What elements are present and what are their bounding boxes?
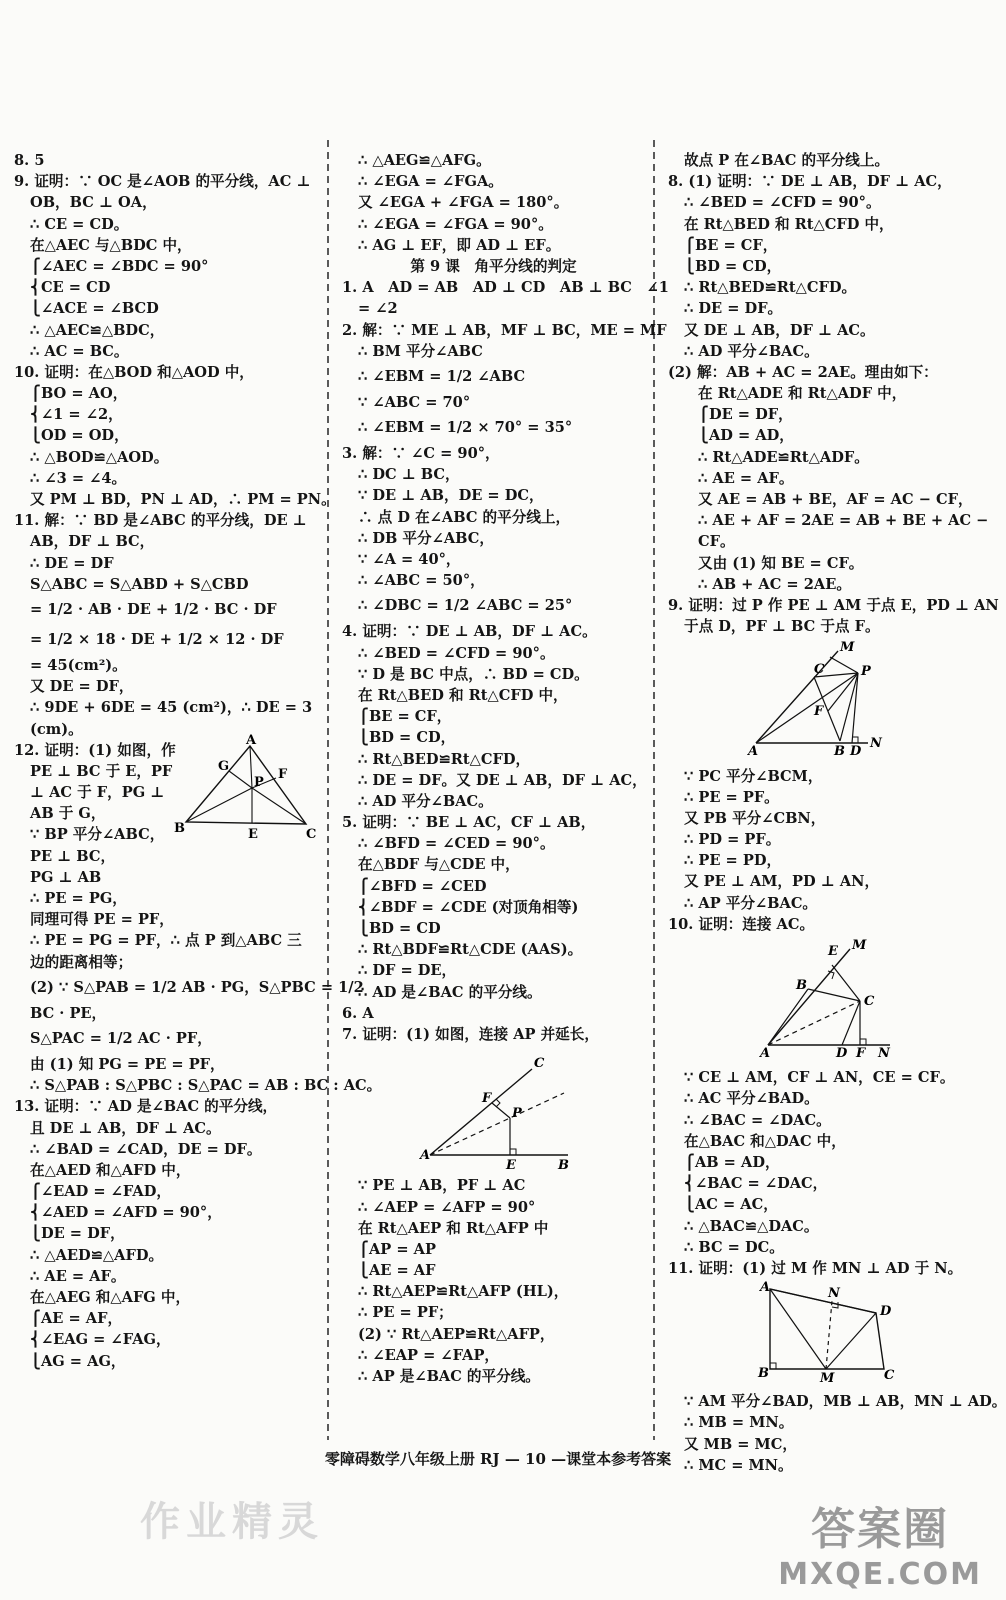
answer-line: PE ⊥ BC 于 E，PF xyxy=(30,762,173,780)
answer-line: ⎩∠ACE = ∠BCD xyxy=(30,300,159,318)
fig12-label-G: G xyxy=(218,758,230,774)
answer-line: S△ABC = S△ABD + S△CBD xyxy=(30,575,249,593)
answer-line: ⎧DE = DF， xyxy=(698,406,793,424)
answer-line: ∴ Rt△BED≌Rt△CFD， xyxy=(358,750,531,768)
answer-line: 1. A AD = AB AD ⊥ CD AB ⊥ BC ∠1 xyxy=(342,279,669,297)
figure-9 xyxy=(668,639,978,760)
answer-line: PE ⊥ BC， xyxy=(30,847,116,865)
fig12-label-A: A xyxy=(246,732,257,748)
col2-lines-a xyxy=(342,150,645,256)
fig11-label-B: B xyxy=(758,1366,769,1382)
answer-line: ⎨∠BAC = ∠DAC， xyxy=(684,1175,828,1193)
answer-line: 12. 证明：(1) 如图，作 xyxy=(14,741,176,759)
answer-line: ⎩DE = DF， xyxy=(30,1225,125,1243)
answer-line: ∴ DE = DF。 xyxy=(684,300,783,318)
col3-lines-a xyxy=(668,150,999,637)
answer-line: ∵ D 是 BC 中点，∴ BD = CD。 xyxy=(358,665,589,683)
figure-7 xyxy=(342,1047,642,1174)
answer-line: 11. 解：∵ BD 是∠ABC 的平分线，DE ⊥ xyxy=(14,512,307,530)
answer-line: ∵ CE ⊥ AM，CF ⊥ AN，CE = CF。 xyxy=(684,1069,955,1087)
answer-line: 在 Rt△BED 和 Rt△CFD 中， xyxy=(358,686,568,704)
fig7-label-P: P xyxy=(512,1106,522,1122)
answer-line: ∴ CE = CD。 xyxy=(30,215,129,233)
col3-lines-b xyxy=(668,766,984,936)
fig9-label-F: F xyxy=(814,704,824,720)
fig9-label-N: N xyxy=(870,736,882,752)
answer-line: ∴ AG ⊥ EF，即 AD ⊥ EF。 xyxy=(358,236,561,254)
answer-line: (2) ∵ Rt△AEP≌Rt△AFP， xyxy=(358,1325,555,1343)
answer-line: ∴ AD 是∠BAC 的平分线。 xyxy=(358,983,542,1001)
answer-line: ∵ ∠ABC = 70° xyxy=(358,393,471,411)
answer-line: 在 Rt△ADE 和 Rt△ADF 中， xyxy=(698,385,907,403)
answer-line: 又 PB 平分∠CBN， xyxy=(684,809,826,827)
answer-line: ⎩AE = AF xyxy=(358,1262,436,1280)
fig10-label-F: F xyxy=(856,1046,866,1062)
answer-line: ∴ DC ⊥ BC， xyxy=(358,466,460,484)
answer-line: 由 (1) 知 PG = PE = PF， xyxy=(30,1055,225,1073)
answer-line: ⊥ AC 于 F，PG ⊥ xyxy=(30,784,165,802)
page-footer: 零障碍数学八年级上册 RJ — 10 —课堂本参考答案 xyxy=(324,1450,672,1468)
fig9-label-C: C xyxy=(814,662,825,678)
answer-line: ∵ DE ⊥ AB，DE = DC， xyxy=(358,487,544,505)
answer-line: ∴ ∠ABC = 50°， xyxy=(358,572,485,590)
fig10-label-E: E xyxy=(828,944,838,960)
answer-line: ⎨∠BDF = ∠CDE (对顶角相等) xyxy=(358,898,579,916)
answer-line: ∴ MB = MN。 xyxy=(684,1414,794,1432)
fig12-label-E: E xyxy=(248,826,258,842)
answer-line: ∴ Rt△BED≌Rt△CFD。 xyxy=(684,279,857,297)
answer-line: ∴ ∠AEP = ∠AFP = 90° xyxy=(358,1198,536,1216)
answer-line: ∴ AC 平分∠BAD。 xyxy=(684,1090,819,1108)
fig9-label-D: D xyxy=(850,744,862,760)
column-3 xyxy=(668,150,1006,1476)
answer-line: ⎧∠AEC = ∠BDC = 90° xyxy=(30,257,209,275)
fig7-label-F: F xyxy=(482,1091,492,1107)
answer-line: ⎨CE = CD xyxy=(30,279,111,297)
answer-line: ⎧AB = AD， xyxy=(684,1153,780,1171)
col3-lines-c xyxy=(668,1067,984,1279)
answer-line: 又 PM ⊥ BD，PN ⊥ AD，∴ PM = PN。 xyxy=(30,491,336,508)
answer-line: ∴ AB + AC = 2AE。 xyxy=(698,575,851,593)
watermark-right-bottom: MXQE.COM xyxy=(778,1557,982,1592)
answer-line: S△PAC = 1/2 AC · PF， xyxy=(30,1029,212,1047)
answer-line: ∴ BM 平分∠ABC xyxy=(358,342,483,360)
answer-line: 又 DE = DF， xyxy=(30,678,134,696)
answer-line: 又 ∠EGA + ∠FGA = 180°。 xyxy=(358,194,569,212)
answer-line: ∴ ∠EGA = ∠FGA = 90°。 xyxy=(358,215,553,233)
answer-line: 在 Rt△BED 和 Rt△CFD 中， xyxy=(684,215,894,233)
fig7-label-A: A xyxy=(420,1148,431,1164)
answer-line: ∴ AC = BC。 xyxy=(30,342,129,360)
watermark-right xyxy=(778,1493,982,1592)
answer-line: ∴ ∠EGA = ∠FGA。 xyxy=(358,173,503,191)
fig10-label-N: N xyxy=(878,1046,890,1062)
answer-line: ⎩AG = AG， xyxy=(30,1352,126,1370)
fig7-label-C: C xyxy=(534,1056,545,1072)
column-separator-1 xyxy=(326,140,330,1440)
answer-line: ∴ ∠BFD = ∠CED = 90°。 xyxy=(358,835,555,853)
answer-line: ∴ PE = PD， xyxy=(684,852,782,870)
answer-line: ∴ ∠EBM = 1/2 × 70° = 35° xyxy=(358,419,573,437)
answer-line: ⎧BO = AO， xyxy=(30,385,128,403)
answer-line: 于点 D，PF ⊥ BC 于点 F。 xyxy=(684,618,880,636)
answer-line: 又由 (1) 知 BE = CF。 xyxy=(698,554,864,572)
answer-line: 在△BDF 与△CDE 中， xyxy=(358,856,520,874)
answer-line: ∴ ∠EAP = ∠FAP， xyxy=(358,1346,500,1364)
answer-line: ∴ PE = PF； xyxy=(358,1304,453,1322)
fig11-label-C: C xyxy=(884,1368,895,1384)
answer-line: ⎨∠EAG = ∠FAG， xyxy=(30,1331,171,1349)
answer-line: (2) ∵ S△PAB = 1/2 AB · PG，S△PBC = 1/2 xyxy=(30,978,364,996)
fig10-label-M: M xyxy=(852,938,867,954)
answer-line: ∴ AP 是∠BAC 的平分线。 xyxy=(358,1368,540,1386)
answer-line: 5. 证明：∵ BE ⊥ AC，CF ⊥ AB， xyxy=(342,814,596,832)
answer-line: 且 DE ⊥ AB，DF ⊥ AC。 xyxy=(30,1119,221,1137)
fig9-label-B: B xyxy=(834,744,845,760)
answer-line: = 45(cm²)。 xyxy=(30,656,127,674)
col1-lines-a xyxy=(14,150,336,740)
section-title: 第 9 课 角平分线的判定 xyxy=(410,257,577,275)
answer-line: (2) 解：AB + AC = 2AE。理由如下： xyxy=(668,363,938,381)
answer-line: = ∠2 xyxy=(358,300,398,318)
answer-line: ⎩BD = CD xyxy=(358,920,441,937)
fig11-label-M: M xyxy=(820,1371,835,1387)
watermark-left: 作业精灵 xyxy=(140,1498,324,1545)
answer-line: ∴ AE = AF。 xyxy=(698,469,794,487)
answer-line: ∴ ∠BAD = ∠CAD，DE = DF。 xyxy=(30,1140,262,1158)
answer-line: ∴ △BAC≌△DAC。 xyxy=(684,1217,819,1235)
answer-line: 在 Rt△AEP 和 Rt△AFP 中 xyxy=(358,1219,549,1237)
answer-line: BC · PE， xyxy=(30,1004,107,1022)
answer-line: 10. 证明：连接 AC。 xyxy=(668,915,815,933)
answer-line: ∴ ∠EBM = 1/2 ∠ABC xyxy=(358,367,526,385)
answer-line: ∴ AE = AF。 xyxy=(30,1267,126,1285)
answer-line: ⎩AC = AC， xyxy=(684,1196,778,1214)
answer-line: ∴ △AED≌△AFD。 xyxy=(30,1246,164,1264)
answer-line: ∴ ∠3 = ∠4。 xyxy=(30,469,127,487)
answer-line: ∴ PE = PG， xyxy=(30,890,127,907)
answer-line: = 1/2 · AB · DE + 1/2 · BC · DF xyxy=(30,600,277,618)
answer-line: 9. 证明：∵ OC 是∠AOB 的平分线，AC ⊥ xyxy=(14,173,311,191)
answer-line: (cm)。 xyxy=(30,720,83,738)
answer-line: ∴ MC = MN。 xyxy=(684,1456,793,1474)
answer-line: ∴ DF = DE， xyxy=(358,962,457,980)
fig10-label-B: B xyxy=(796,978,807,994)
fig9-label-A: A xyxy=(748,744,759,760)
answer-line: ∴ △AEG≌△AFG。 xyxy=(358,152,491,169)
fig11-label-D: D xyxy=(880,1304,892,1320)
answer-line: ∴ AE + AF = 2AE = AB + BE + AC − xyxy=(698,512,989,530)
answer-line: 8. (1) 证明：∵ DE ⊥ AB，DF ⊥ AC， xyxy=(668,173,952,191)
fig10-label-D: D xyxy=(836,1046,848,1062)
answer-line: 在△AEC 与△BDC 中， xyxy=(30,236,192,254)
fig9-label-M: M xyxy=(840,640,855,656)
figure-12 xyxy=(174,732,317,842)
answer-line: ∴ DE = DF xyxy=(30,554,114,572)
answer-line: ∴ DB 平分∠ABC， xyxy=(358,529,494,547)
answer-line: ∴ Rt△BDF≌Rt△CDE (AAS)。 xyxy=(358,941,583,959)
fig10-label-C: C xyxy=(864,994,875,1010)
answer-line: 8. 5 xyxy=(14,152,45,169)
answer-line: ∴ △AEC≌△BDC， xyxy=(30,321,165,339)
answer-line: ⎩OD = OD， xyxy=(30,427,129,445)
column-2 xyxy=(342,150,669,1387)
answer-line: ⎩BD = CD， xyxy=(684,257,782,275)
answer-line: 边的距离相等； xyxy=(30,953,133,971)
answer-line: OB，BC ⊥ OA， xyxy=(30,194,157,212)
answer-line: ∴ DE = DF。又 DE ⊥ AB，DF ⊥ AC， xyxy=(358,771,647,789)
answer-line: 又 PE ⊥ AM，PD ⊥ AN， xyxy=(684,873,880,891)
answer-line: 在△AEG 和△AFG 中， xyxy=(30,1289,191,1306)
answer-line: ∴ Rt△AEP≌Rt△AFP (HL)， xyxy=(358,1283,569,1301)
answer-line: ⎧BE = CF， xyxy=(684,236,778,254)
answer-line: ⎧BE = CF， xyxy=(358,708,452,726)
answer-line: 9. 证明：过 P 作 PE ⊥ AM 于点 E，PD ⊥ AN xyxy=(668,596,999,614)
answer-line: 在△BAC 和△DAC 中， xyxy=(684,1132,846,1150)
fig11-label-A: A xyxy=(760,1280,771,1296)
answer-line: ⎧AE = AF， xyxy=(30,1310,123,1328)
answer-line: ∴ △BOD≌△AOD。 xyxy=(30,448,169,466)
answer-line: ⎩AD = AD， xyxy=(698,427,794,445)
answer-line: 7. 证明：(1) 如图，连接 AP 并延长， xyxy=(342,1025,599,1043)
answer-line: = 1/2 × 18 · DE + 1/2 × 12 · DF xyxy=(30,630,284,648)
answer-line: AB 于 G， xyxy=(30,805,106,823)
fig11-label-N: N xyxy=(828,1286,840,1302)
answer-line: ⎧AP = AP xyxy=(358,1240,436,1258)
answer-line: 同理可得 PE = PF， xyxy=(30,911,174,929)
fig12-label-F: F xyxy=(278,766,288,782)
answer-line: CF。 xyxy=(698,533,735,551)
answer-line: 3. 解：∵ ∠C = 90°， xyxy=(342,445,500,463)
answer-line: 又 AE = AB + BE，AF = AC − CF， xyxy=(698,491,973,508)
figure-10 xyxy=(668,937,978,1062)
answer-line: 11. 证明：(1) 过 M 作 MN ⊥ AD 于 N。 xyxy=(668,1259,963,1277)
answer-line: 13. 证明：∵ AD 是∠BAC 的平分线， xyxy=(14,1098,278,1116)
answer-line: ∵ PE ⊥ AB，PF ⊥ AC xyxy=(358,1177,526,1195)
fig12-label-P: P xyxy=(254,774,264,790)
answer-line: 6. A xyxy=(342,1004,374,1022)
answer-line: ∴ AD 平分∠BAC。 xyxy=(358,792,493,810)
fig12-label-B: B xyxy=(174,820,185,836)
answer-line: ⎨∠AED = ∠AFD = 90°， xyxy=(30,1204,222,1222)
watermark-right-top: 答案圈 xyxy=(811,1504,950,1555)
answer-line: ∴ ∠BAC = ∠DAC。 xyxy=(684,1111,831,1129)
answer-line: ∴ Rt△ADE≌Rt△ADF。 xyxy=(698,448,869,466)
answer-line: ∵ PC 平分∠BCM， xyxy=(684,767,823,785)
answer-line: ⎧∠EAD = ∠FAD， xyxy=(30,1183,171,1201)
answer-line: ⎩BD = CD， xyxy=(358,729,456,747)
col2-lines-b xyxy=(342,277,669,1045)
answer-line: ∵ ∠A = 40°， xyxy=(358,551,461,568)
answer-line: PG ⊥ AB xyxy=(30,868,102,886)
fig12-label-C: C xyxy=(306,826,317,842)
fig7-label-E: E xyxy=(506,1158,516,1174)
answer-line: 故点 P 在∠BAC 的平分线上。 xyxy=(684,152,890,169)
col2-lines-c xyxy=(342,1175,645,1387)
fig9-label-P: P xyxy=(861,664,871,680)
answer-line: 在△AED 和△AFD 中， xyxy=(30,1161,191,1179)
answer-line: ∴ PE = PG = PF，∴ 点 P 到△ABC 三 xyxy=(30,932,302,950)
answer-line: 又 MB = MC， xyxy=(684,1435,797,1453)
answer-line: ∵ AM 平分∠BAD，MB ⊥ AB，MN ⊥ AD。 xyxy=(684,1393,1006,1411)
answer-line: ⎧∠BFD = ∠CED xyxy=(358,877,487,895)
answer-line: ∴ PD = PF。 xyxy=(684,831,781,849)
answer-line: 10. 证明：在△BOD 和△AOD 中， xyxy=(14,363,254,381)
answer-line: ∴ AD 平分∠BAC。 xyxy=(684,342,819,360)
answer-line: ∴ 点 D 在∠ABC 的平分线上， xyxy=(358,508,571,526)
answer-line: AB，DF ⊥ BC， xyxy=(30,533,155,551)
answer-line: ∴ S△PAB : S△PBC : S△PAC = AB : BC : AC。 xyxy=(30,1077,382,1095)
answer-line: ∴ PE = PF。 xyxy=(684,788,779,806)
answer-line: ∴ ∠BED = ∠CFD = 90°。 xyxy=(358,644,555,662)
answer-line: ⎨∠1 = ∠2， xyxy=(30,406,123,424)
answer-line: ∵ BP 平分∠ABC， xyxy=(30,826,165,844)
answer-line: ∴ ∠BED = ∠CFD = 90°。 xyxy=(684,194,881,212)
fig7-label-B: B xyxy=(558,1158,569,1174)
answer-line: 2. 解：∵ ME ⊥ AB，MF ⊥ BC，ME = MF xyxy=(342,321,667,339)
answer-line: ∴ ∠DBC = 1/2 ∠ABC = 25° xyxy=(358,597,573,615)
answer-line: 4. 证明：∵ DE ⊥ AB，DF ⊥ AC。 xyxy=(342,623,597,641)
fig10-label-A: A xyxy=(760,1046,771,1062)
answer-line: ∴ AP 平分∠BAC。 xyxy=(684,894,818,912)
answer-line: 又 DE ⊥ AB，DF ⊥ AC。 xyxy=(684,321,875,339)
figure-11 xyxy=(668,1280,978,1387)
answer-line: ∴ BC = DC。 xyxy=(684,1238,784,1256)
answer-line: ∴ 9DE + 6DE = 45 (cm²)，∴ DE = 3 xyxy=(30,699,313,717)
